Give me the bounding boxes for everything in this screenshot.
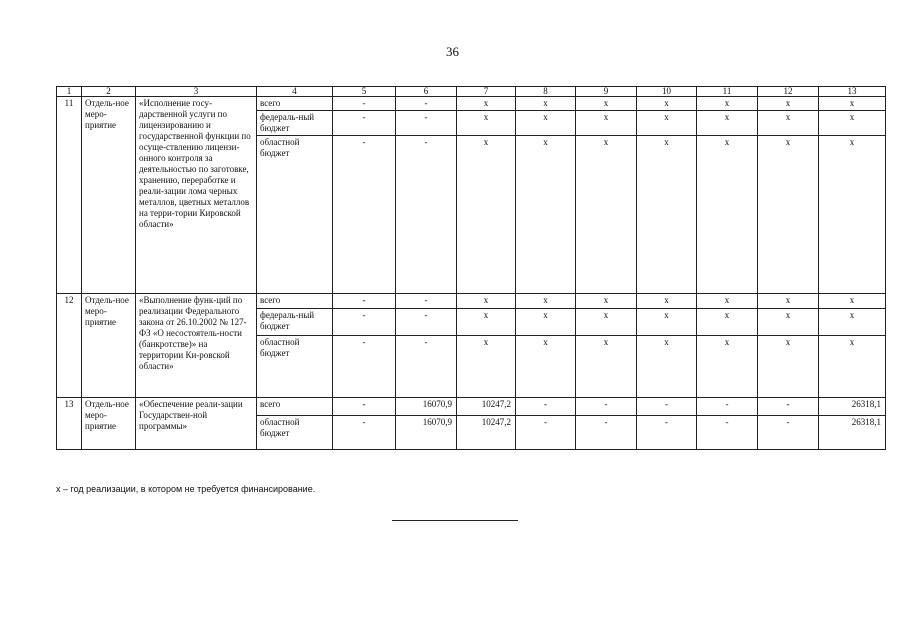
cell-value: x bbox=[819, 294, 886, 309]
cell-value: - bbox=[697, 398, 758, 416]
cell-value: x bbox=[516, 136, 576, 294]
cell-value: x bbox=[576, 136, 637, 294]
funding-table bbox=[56, 86, 886, 450]
cell-value: x bbox=[697, 136, 758, 294]
cell-value: x bbox=[576, 309, 637, 336]
cell-value: x bbox=[637, 136, 697, 294]
cell-value: x bbox=[697, 111, 758, 136]
funding-kind: всего bbox=[257, 398, 333, 416]
row-type: Отдель-ное меро-приятие bbox=[82, 398, 136, 450]
cell-value: - bbox=[758, 398, 819, 416]
row-description: «Выполнение функ-ций по реализации Федерального закона от 26.10.2002 № 127-ФЗ «О несостоятель-ности (банкротстве)» на территории Ки-ровской области» bbox=[136, 294, 257, 398]
cell-value: x bbox=[819, 111, 886, 136]
cell-value: - bbox=[396, 111, 457, 136]
cell-value: x bbox=[758, 336, 819, 398]
table-row bbox=[57, 97, 886, 111]
cell-value: x bbox=[516, 294, 576, 309]
cell-value: - bbox=[758, 416, 819, 450]
cell-value: x bbox=[457, 336, 516, 398]
cell-value: x bbox=[516, 309, 576, 336]
cell-value: - bbox=[396, 294, 457, 309]
funding-kind: областной бюджет bbox=[257, 336, 333, 398]
cell-value: 10247,2 bbox=[457, 416, 516, 450]
table-row bbox=[57, 294, 886, 309]
cell-value: x bbox=[457, 309, 516, 336]
funding-kind: всего bbox=[257, 294, 333, 309]
col-header: 2 bbox=[82, 87, 136, 97]
col-header: 11 bbox=[697, 87, 758, 97]
cell-value: x bbox=[516, 97, 576, 111]
cell-value: x bbox=[819, 309, 886, 336]
cell-value: x bbox=[637, 309, 697, 336]
row-type: Отдель-ное меро-приятие bbox=[82, 294, 136, 398]
cell-value: x bbox=[819, 336, 886, 398]
cell-value: - bbox=[333, 416, 396, 450]
cell-value: - bbox=[333, 294, 396, 309]
col-header: 1 bbox=[57, 87, 82, 97]
col-header: 10 bbox=[637, 87, 697, 97]
cell-value: 26318,1 bbox=[819, 416, 886, 450]
cell-value: x bbox=[516, 111, 576, 136]
row-number: 12 bbox=[57, 294, 82, 398]
row-number: 11 bbox=[57, 97, 82, 294]
cell-value: x bbox=[637, 294, 697, 309]
cell-value: 10247,2 bbox=[457, 398, 516, 416]
funding-kind: федераль-ный бюджет bbox=[257, 111, 333, 136]
cell-value: - bbox=[333, 97, 396, 111]
column-number-row bbox=[57, 87, 886, 97]
cell-value: - bbox=[333, 309, 396, 336]
row-type: Отдель-ное меро-приятие bbox=[82, 97, 136, 294]
cell-value: - bbox=[516, 416, 576, 450]
cell-value: x bbox=[758, 136, 819, 294]
col-header: 9 bbox=[576, 87, 637, 97]
cell-value: - bbox=[396, 136, 457, 294]
cell-value: 16070,9 bbox=[396, 398, 457, 416]
cell-value: x bbox=[697, 336, 758, 398]
cell-value: x bbox=[758, 111, 819, 136]
col-header: 7 bbox=[457, 87, 516, 97]
cell-value: x bbox=[697, 294, 758, 309]
cell-value: - bbox=[697, 416, 758, 450]
cell-value: - bbox=[396, 97, 457, 111]
cell-value: x bbox=[637, 97, 697, 111]
cell-value: - bbox=[333, 111, 396, 136]
row-description: «Обеспечение реали-зации Государствен-ной программы» bbox=[136, 398, 257, 450]
cell-value: 26318,1 bbox=[819, 398, 886, 416]
funding-kind: всего bbox=[257, 97, 333, 111]
cell-value: - bbox=[637, 416, 697, 450]
funding-kind: федераль-ный бюджет bbox=[257, 309, 333, 336]
cell-value: x bbox=[457, 97, 516, 111]
cell-value: x bbox=[758, 309, 819, 336]
col-header: 6 bbox=[396, 87, 457, 97]
cell-value: x bbox=[697, 309, 758, 336]
cell-value: - bbox=[396, 336, 457, 398]
col-header: 8 bbox=[516, 87, 576, 97]
cell-value: x bbox=[819, 136, 886, 294]
funding-kind: областной бюджет bbox=[257, 136, 333, 294]
cell-value: x bbox=[637, 336, 697, 398]
cell-value: - bbox=[576, 416, 637, 450]
cell-value: - bbox=[516, 398, 576, 416]
cell-value: - bbox=[576, 398, 637, 416]
cell-value: x bbox=[576, 111, 637, 136]
col-header: 13 bbox=[819, 87, 886, 97]
end-rule bbox=[392, 520, 518, 521]
cell-value: x bbox=[457, 136, 516, 294]
row-description: «Исполнение госу-дарственной услуги по лицензированию и государственной функции по осуще-ствлению лицензи-онного контроля за деятельностью по заготовке, хранению, переработке и реали-зации лома черных металлов, цветных металлов на терри-тории Кировской области» bbox=[136, 97, 257, 294]
cell-value: - bbox=[637, 398, 697, 416]
page-number: 36 bbox=[446, 44, 459, 59]
cell-value: - bbox=[333, 136, 396, 294]
cell-value: x bbox=[576, 294, 637, 309]
cell-value: - bbox=[333, 398, 396, 416]
col-header: 3 bbox=[136, 87, 257, 97]
cell-value: x bbox=[457, 294, 516, 309]
cell-value: x bbox=[516, 336, 576, 398]
cell-value: x bbox=[576, 97, 637, 111]
cell-value: x bbox=[697, 97, 758, 111]
cell-value: x bbox=[576, 336, 637, 398]
table-row bbox=[57, 398, 886, 416]
cell-value: x bbox=[637, 111, 697, 136]
row-number: 13 bbox=[57, 398, 82, 450]
cell-value: x bbox=[819, 97, 886, 111]
cell-value: x bbox=[457, 111, 516, 136]
col-header: 12 bbox=[758, 87, 819, 97]
cell-value: 16070,9 bbox=[396, 416, 457, 450]
col-header: 4 bbox=[257, 87, 333, 97]
cell-value: - bbox=[396, 309, 457, 336]
footnote: х – год реализации, в котором не требуется финансирование. bbox=[56, 484, 316, 494]
cell-value: x bbox=[758, 97, 819, 111]
cell-value: x bbox=[758, 294, 819, 309]
col-header: 5 bbox=[333, 87, 396, 97]
funding-kind: областной бюджет bbox=[257, 416, 333, 450]
cell-value: - bbox=[333, 336, 396, 398]
